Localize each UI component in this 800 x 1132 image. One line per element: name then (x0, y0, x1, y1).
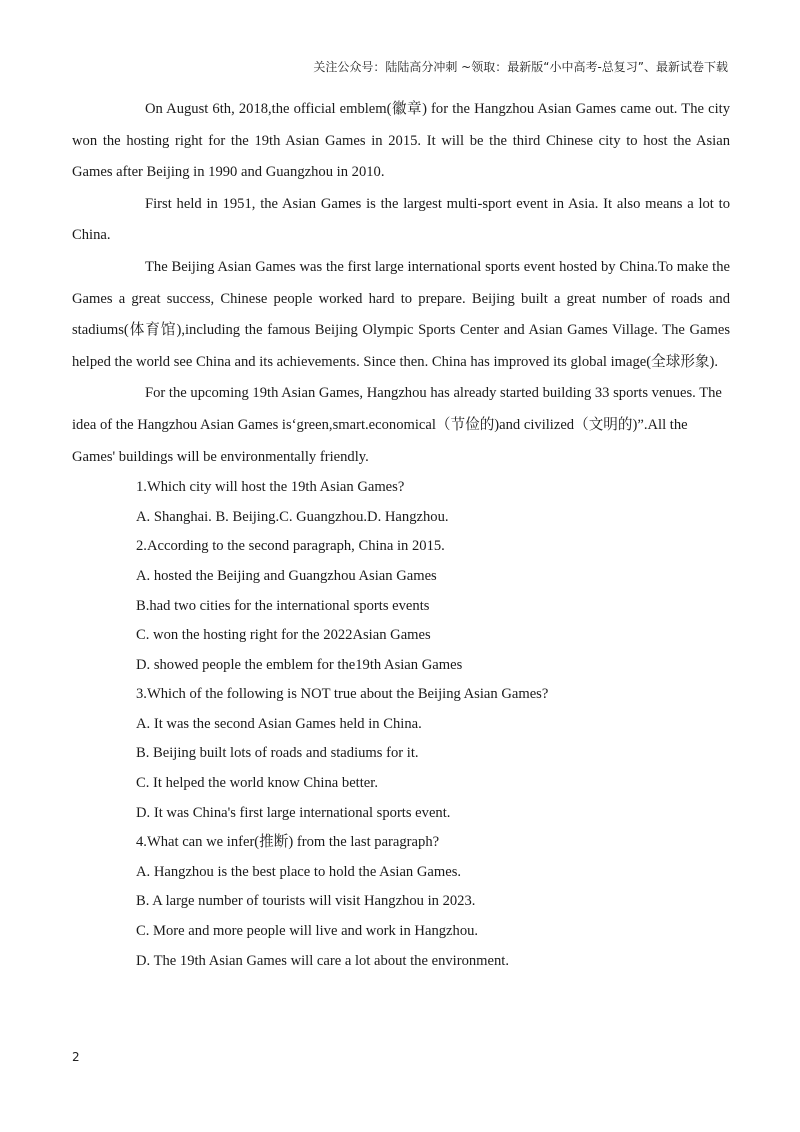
question-2-stem: 2.According to the second paragraph, China in 2015. (136, 538, 445, 555)
passage-paragraph-4: For the upcoming 19th Asian Games, Hangzhou has already started building 33 sports venues. The idea of the Hangzhou Asian Games is‘green,smart.economical（节俭的)and civilized（文明的)”.All the Games' buildings will be environmentally friendly. (72, 385, 722, 465)
question-3-option-c: C. It helped the world know China better. (136, 775, 378, 792)
question-2-option-a: A. hosted the Beijing and Guangzhou Asian Games (136, 567, 437, 584)
question-4-stem: 4.What can we infer(推断) from the last paragraph? (136, 834, 440, 851)
question-2-option-d: D. showed people the emblem for the19th Asian Games (136, 656, 463, 673)
question-2-option-c: C. won the hosting right for the 2022Asian Games (136, 627, 431, 644)
passage-paragraph-2: First held in 1951, the Asian Games is the largest multi-sport event in Asia. It also means a lot to China. (72, 195, 730, 244)
question-4-option-c: C. More and more people will live and work in Hangzhou. (136, 923, 479, 940)
passage-paragraph-1: On August 6th, 2018,the official emblem(徽章) for the Hangzhou Asian Games came out. The city won the hosting right for the 19th Asian Games in 2015. It will be the third Chinese city to host the Asian Games after Beijing in 1990 and Guangzhou in 2010. (72, 101, 730, 181)
question-4-option-b: B. A large number of tourists will visit Hangzhou in 2023. (136, 893, 476, 910)
question-1-stem: 1.Which city will host the 19th Asian Games? (136, 479, 405, 496)
question-3-option-a: A. It was the second Asian Games held in China. (136, 715, 422, 732)
page-number: 2 (72, 1050, 80, 1064)
question-1-options: A. Shanghai. B. Beijing.C. Guangzhou.D. Hangzhou. (136, 508, 449, 525)
question-2-option-b: B.had two cities for the international sports events (136, 597, 430, 614)
question-list (72, 473, 730, 976)
document-body (72, 94, 730, 976)
question-3-stem: 3.Which of the following is NOT true about the Beijing Asian Games? (136, 686, 549, 703)
question-4-option-d: D. The 19th Asian Games will care a lot about the environment. (136, 952, 509, 969)
passage-paragraph-3: The Beijing Asian Games was the first large international sports event hosted by China.To make the Games a great success, Chinese people worked hard to prepare. Beijing built a great number of roads and stadiums(体育馆),including the famous Beijing Olympic Sports Center and Asian Games Village. The Games helped the world see China and its achievements. Since then. China has improved its global image(全球形象). (72, 258, 730, 370)
page-header: 关注公众号：陆陆高分冲刺 ~领取：最新版“小中高考-总复习”、最新试卷下载 (313, 60, 728, 74)
question-3-option-d: D. It was China's first large international sports event. (136, 804, 451, 821)
question-3-option-b: B. Beijing built lots of roads and stadiums for it. (136, 745, 419, 762)
question-4-option-a: A. Hangzhou is the best place to hold the Asian Games. (136, 863, 462, 880)
